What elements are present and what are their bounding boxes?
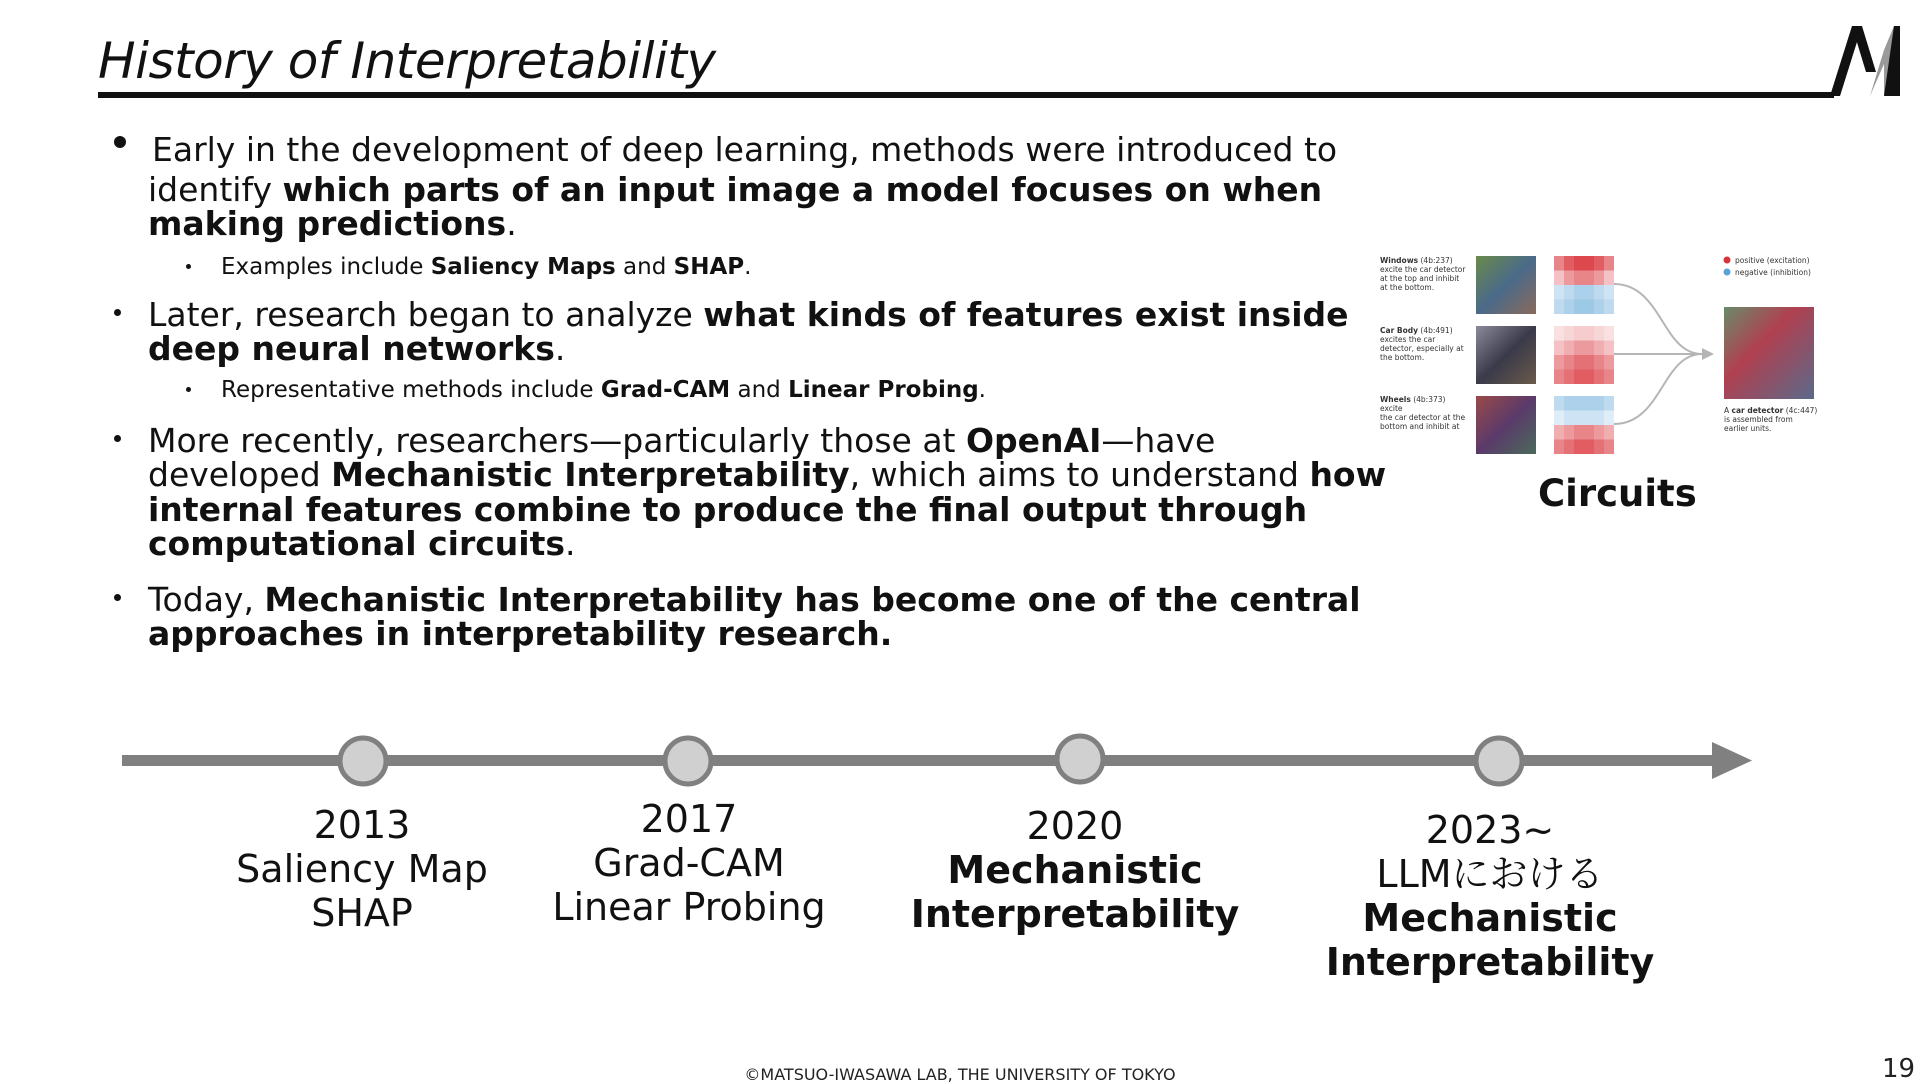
heatmap-cell (1574, 396, 1584, 411)
legend-positive-swatch (1724, 257, 1731, 264)
svg-text:Car Body (4b:491): Car Body (4b:491) (1380, 326, 1453, 335)
connector-arrowhead (1702, 348, 1714, 360)
bullet-dot (114, 309, 121, 316)
svg-text:A car detector (4c:447): A car detector (4c:447) (1724, 406, 1818, 415)
heatmap-cell (1554, 411, 1564, 426)
heatmap-cell (1564, 256, 1574, 271)
bold-text: how (1309, 455, 1387, 494)
heatmap-cell (1594, 300, 1604, 315)
heatmap-cell (1564, 285, 1574, 300)
figure-legend (1724, 256, 1811, 277)
bullet-line (148, 206, 517, 241)
sub-bullet-dot (186, 264, 191, 269)
text: Examples include (221, 254, 431, 280)
heatmap-cell (1604, 300, 1614, 315)
bold-text: what kinds of features exist inside (703, 295, 1349, 334)
page-number: 19 (1882, 1054, 1916, 1084)
unit-label-wheels (1380, 395, 1466, 431)
bullet-line (148, 492, 1307, 527)
svg-text:excites the car: excites the car (1380, 335, 1436, 344)
heatmap-cell (1584, 300, 1594, 315)
svg-text:positive (excitation): positive (excitation) (1735, 256, 1810, 265)
heatmap-cell (1584, 355, 1594, 370)
bold-text: Mechanistic Interpretability has become one of the central (264, 580, 1361, 619)
text: , which aims to understand (849, 455, 1310, 494)
unit-label-windows (1380, 256, 1466, 292)
svg-text:earlier units.: earlier units. (1724, 424, 1772, 433)
text: and (615, 254, 674, 280)
text: . (554, 329, 566, 368)
unit-label-car-body (1380, 326, 1464, 362)
bold-text: computational circuits (148, 524, 566, 563)
timeline-axis (118, 730, 1758, 790)
heatmap-cell (1604, 411, 1614, 426)
heatmap-cell (1564, 425, 1574, 440)
timeline-node (1476, 738, 1522, 784)
bold-text: SHAP (673, 254, 745, 280)
heatmap-cell (1574, 326, 1584, 341)
heatmap-cell (1564, 411, 1574, 426)
heatmap-cell (1594, 341, 1604, 356)
bullet-line (152, 132, 1337, 167)
text: Representative methods include (221, 377, 601, 403)
heatmap-cell (1594, 396, 1604, 411)
sub-bullet-line (221, 377, 986, 403)
svg-text:at the top and inhibit: at the top and inhibit (1380, 274, 1460, 283)
bullet-line (148, 582, 1361, 617)
text: . (506, 204, 517, 243)
text: and (730, 377, 789, 403)
text: Today, (148, 580, 265, 619)
heatmap-cell (1584, 326, 1594, 341)
heatmap-cell (1554, 370, 1564, 385)
heatmap-cell (1594, 326, 1604, 341)
heatmap-cell (1554, 271, 1564, 286)
bold-text: making predictions (148, 204, 507, 243)
timeline-year: 2020 (1026, 804, 1124, 848)
heatmap-cell (1554, 285, 1564, 300)
heatmap-cell (1574, 425, 1584, 440)
bold-text: Grad-CAM (600, 377, 731, 403)
timeline-event-label (552, 797, 825, 929)
heatmap-cell (1594, 271, 1604, 286)
heatmap-cell (1604, 440, 1614, 455)
timeline-event-text: LLMにおける (1376, 852, 1604, 896)
heatmap-cell (1604, 355, 1614, 370)
bold-text: deep neural networks (148, 329, 555, 368)
heatmap-cell (1574, 300, 1584, 315)
heatmap-cell (1604, 271, 1614, 286)
heatmap-cell (1564, 370, 1574, 385)
bold-text: Mechanistic Interpretability (331, 455, 850, 494)
svg-text:is assembled from: is assembled from (1724, 415, 1793, 424)
heatmap-cell (1574, 370, 1584, 385)
text: identify (148, 170, 283, 209)
bold-text: Linear Probing (788, 377, 979, 403)
heatmap-cell (1564, 396, 1574, 411)
heatmap-cell (1554, 256, 1564, 271)
heatmap-cell (1574, 341, 1584, 356)
heatmap-cell (1574, 440, 1584, 455)
heatmap-cell (1604, 285, 1614, 300)
text: Later, research began to analyze (148, 295, 704, 334)
bullet-line (148, 423, 1215, 458)
bullet-line (148, 526, 576, 561)
svg-text:the bottom.: the bottom. (1380, 353, 1425, 362)
bold-text: approaches in interpretability research. (148, 614, 893, 653)
timeline-event-text: Saliency Map (236, 847, 488, 891)
timeline-year: 2013 (313, 803, 411, 847)
legend-negative-swatch (1724, 269, 1731, 276)
bullet-line (148, 457, 1386, 492)
heatmap-cell (1564, 300, 1574, 315)
timeline-event-label (1326, 808, 1655, 984)
heatmap-cell (1604, 341, 1614, 356)
svg-text:negative (inhibition): negative (inhibition) (1735, 268, 1811, 277)
svg-text:at the bottom.: at the bottom. (1380, 283, 1435, 292)
sub-bullet-line (221, 254, 751, 280)
heatmap-cell (1594, 440, 1604, 455)
figure-caption: Circuits (1538, 472, 1697, 515)
timeline-year: 2017 (640, 797, 738, 841)
circuit-connectors (1614, 284, 1702, 424)
heatmap-cell (1564, 440, 1574, 455)
output-label (1724, 406, 1817, 433)
heatmap-cell (1554, 326, 1564, 341)
heatmap-cell (1554, 425, 1564, 440)
heatmap-cell (1584, 256, 1594, 271)
heatmap-cell (1574, 285, 1584, 300)
heatmap-cell (1594, 425, 1604, 440)
heatmap-cell (1584, 425, 1594, 440)
bullet-line (148, 297, 1349, 332)
heatmap-cell (1584, 440, 1594, 455)
bullet-line (148, 331, 565, 366)
heatmap-cell (1594, 355, 1604, 370)
bullet-dot (114, 594, 121, 601)
text: —have (1101, 421, 1216, 460)
timeline-event-text: Linear Probing (552, 885, 826, 929)
text: . (978, 377, 986, 403)
timeline-event-text: Mechanistic (1362, 896, 1618, 940)
bold-text: which parts of an input image a model focuses on when (282, 170, 1323, 209)
heatmap-cell (1554, 341, 1564, 356)
heatmap-cell (1594, 285, 1604, 300)
text: More recently, researchers—particularly those at (148, 421, 966, 460)
bold-text: OpenAI (965, 421, 1102, 460)
sub-bullet-dot (186, 387, 191, 392)
heatmap-cell (1604, 396, 1614, 411)
timeline-event-text: Grad-CAM (593, 841, 785, 885)
heatmap-cell (1594, 370, 1604, 385)
timeline-event-text: SHAP (311, 891, 413, 935)
bold-text: Saliency Maps (430, 254, 616, 280)
timeline-event-text: Interpretability (1325, 940, 1655, 984)
wheels-feature-image (1476, 396, 1536, 454)
svg-text:Wheels (4b:373): Wheels (4b:373) (1380, 395, 1446, 404)
svg-text:the car detector at the: the car detector at the (1380, 413, 1466, 422)
heatmap-cell (1554, 396, 1564, 411)
heatmap-cell (1584, 411, 1594, 426)
copyright-footer: ©MATSUO-IWASAWA LAB, THE UNIVERSITY OF TOKYO (744, 1065, 1176, 1084)
heatmap-cell (1594, 411, 1604, 426)
heatmap-cell (1564, 341, 1574, 356)
heatmap-cell (1554, 300, 1564, 315)
svg-text:excite: excite (1380, 404, 1403, 413)
bullet-dot (114, 435, 121, 442)
heatmap-cell (1604, 370, 1614, 385)
car-detector-image (1724, 307, 1814, 399)
timeline-node (1057, 736, 1103, 782)
timeline-node (665, 738, 711, 784)
heatmap-cell (1604, 425, 1614, 440)
bullet-dot (114, 136, 126, 148)
weight-heatmaps (1554, 256, 1614, 454)
circuits-figure (1372, 250, 1842, 460)
heatmap-cell (1604, 256, 1614, 271)
windows-feature-image (1476, 256, 1536, 314)
text: . (565, 524, 576, 563)
timeline-arrowhead (1712, 742, 1752, 779)
heatmap-cell (1584, 370, 1594, 385)
text: Early in the development of deep learning, methods were introduced to (152, 130, 1338, 169)
lab-logo (1826, 24, 1900, 98)
svg-text:Windows (4b:237): Windows (4b:237) (1380, 256, 1453, 265)
timeline-event-text: Interpretability (910, 892, 1240, 936)
heatmap-cell (1584, 341, 1594, 356)
heatmap-cell (1604, 326, 1614, 341)
heatmap-cell (1554, 355, 1564, 370)
text: developed (148, 455, 332, 494)
timeline-event-label (236, 803, 488, 935)
heatmap-cell (1594, 256, 1604, 271)
heatmap-cell (1564, 326, 1574, 341)
heatmap-cell (1574, 256, 1584, 271)
heatmap-cell (1574, 411, 1584, 426)
heatmap-cell (1574, 355, 1584, 370)
heatmap-cell (1564, 355, 1574, 370)
heatmap-cell (1584, 396, 1594, 411)
timeline-node (340, 738, 386, 784)
timeline-event-label (911, 804, 1240, 936)
slide-title: History of Interpretability (98, 32, 716, 90)
svg-text:detector, especially at: detector, especially at (1380, 344, 1464, 353)
timeline-event-text: Mechanistic (947, 848, 1203, 892)
title-underline (98, 92, 1834, 98)
heatmap-cell (1554, 440, 1564, 455)
svg-text:bottom and inhibit at: bottom and inhibit at (1380, 422, 1460, 431)
timeline-year: 2023~ (1425, 808, 1555, 852)
heatmap-cell (1564, 271, 1574, 286)
heatmap-cell (1584, 285, 1594, 300)
bold-text: internal features combine to produce the final output through (148, 490, 1308, 529)
bullet-line (148, 616, 892, 651)
bullet-line (148, 172, 1322, 207)
heatmap-cell (1584, 271, 1594, 286)
heatmap-cell (1574, 271, 1584, 286)
svg-text:excite the car detector: excite the car detector (1380, 265, 1466, 274)
text: . (744, 254, 752, 280)
car-body-feature-image (1476, 326, 1536, 384)
